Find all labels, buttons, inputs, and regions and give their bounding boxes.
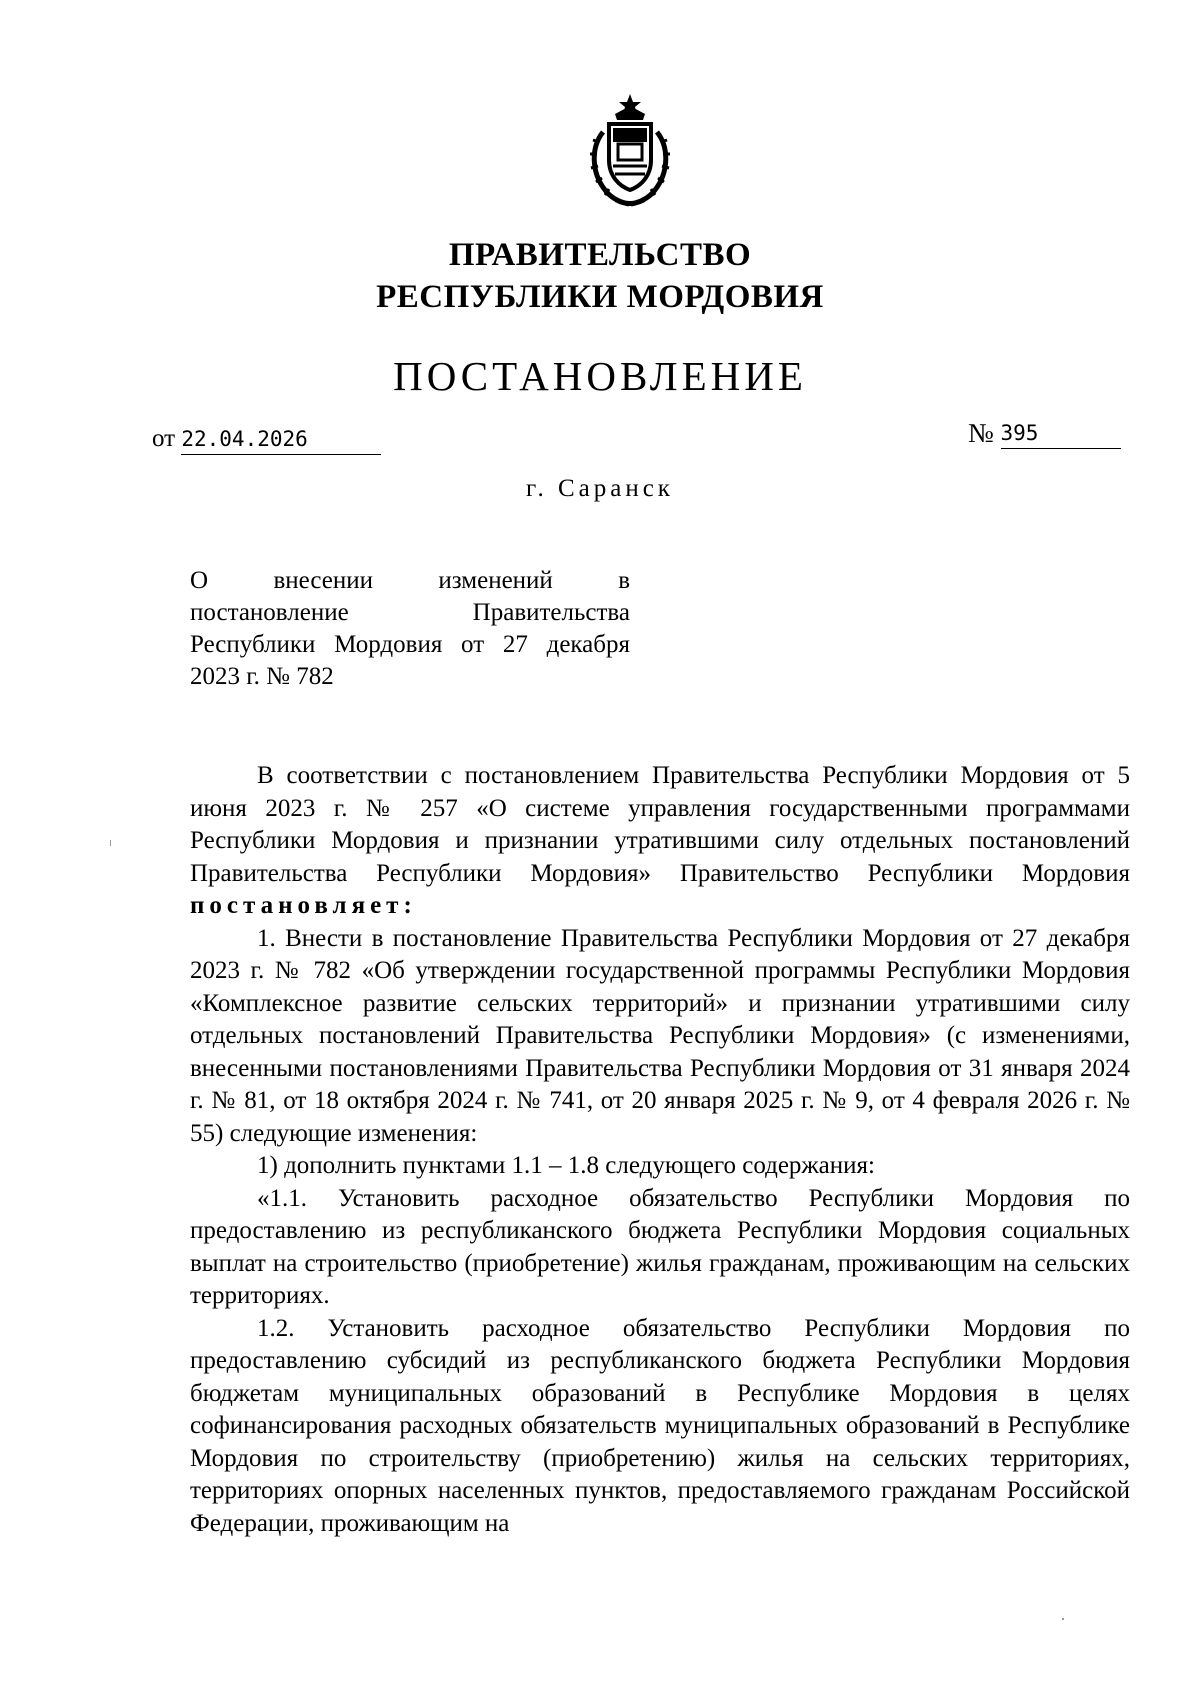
body-paragraph: 1.2. Установить расходное обязательство Республики Мордовия по предоставлению субсидий из республиканского бюджета Республики Мордовия бюджетам муниципальных образований в Республике Мордовия в целях софинансирования расходных обязательств муниципальных образований в Республике Мордовия по строительству (приобретению) жилья на сельских территориях, территориях опорных населенных пунктов, предоставляемого гражданам Российской Федерации, проживающим на	[190, 1314, 1130, 1537]
number-value: 395	[1001, 418, 1121, 449]
body-paragraph	[190, 760, 1130, 923]
body-paragraph: «1.1. Установить расходное обязательство Республики Мордовия по предоставлению из республиканского бюджета Республики Мордовия социальных выплат на строительство (приобретение) жилья гражданам, проживающим на сельских территориях.	[190, 1184, 1130, 1309]
date-value: 22.04.2026	[181, 424, 381, 455]
number-prefix: №	[968, 418, 994, 448]
body-paragraph: 1) дополнить пунктами 1.1 – 1.8 следующего содержания:	[257, 1152, 875, 1179]
margin-mark	[110, 840, 111, 846]
document-type: ПОСТАНОВЛЕНИЕ	[393, 353, 807, 399]
org-name-line1: ПРАВИТЕЛЬСТВО	[448, 237, 752, 273]
date-field	[152, 424, 381, 455]
document-body	[190, 760, 1130, 1540]
number-field	[968, 418, 1121, 449]
subject-line: постановление Правительства	[190, 599, 630, 626]
body-paragraph: 1. Внести в постановление Правительства Республики Мордовия от 27 декабря 2023 г. № 782 «Об утверждении государственной программы Республики Мордовия «Комплексное развитие сельских территорий» и признании утратившими силу отдельных постановлений Правительства Республики Мордовия» (с изменениями, внесенными постановлениями Правительства Республики Мордовия от 31 января 2024 г. № 81, от 18 октября 2024 г. № 741, от 20 января 2025 г. № 9, от 4 февраля 2026 г. № 55) следующие изменения:	[190, 924, 1130, 1147]
coat-of-arms-icon	[585, 92, 675, 208]
document-subject	[190, 565, 630, 693]
scan-dot	[1062, 1618, 1064, 1620]
resolves-word: постановляет:	[190, 892, 417, 919]
paragraph-text: В соответствии с постановлением Правительства Республики Мордовия от 5 июня 2023 г. № 257 «О системе управления государственными программами Республики Мордовия и признании утратившими силу отдельных постановлений Правительства Республики Мордовия» Правительство Республики Мордовия	[190, 762, 1130, 887]
subject-line: Республики Мордовия от 27 декабря	[190, 631, 630, 658]
subject-line: 2023 г. № 782	[190, 663, 334, 690]
date-prefix: от	[152, 425, 176, 452]
city-name: г. Саранск	[526, 475, 674, 502]
org-name-line2: РЕСПУБЛИКИ МОРДОВИЯ	[376, 279, 824, 315]
subject-line: О внесении изменений в	[190, 567, 630, 594]
